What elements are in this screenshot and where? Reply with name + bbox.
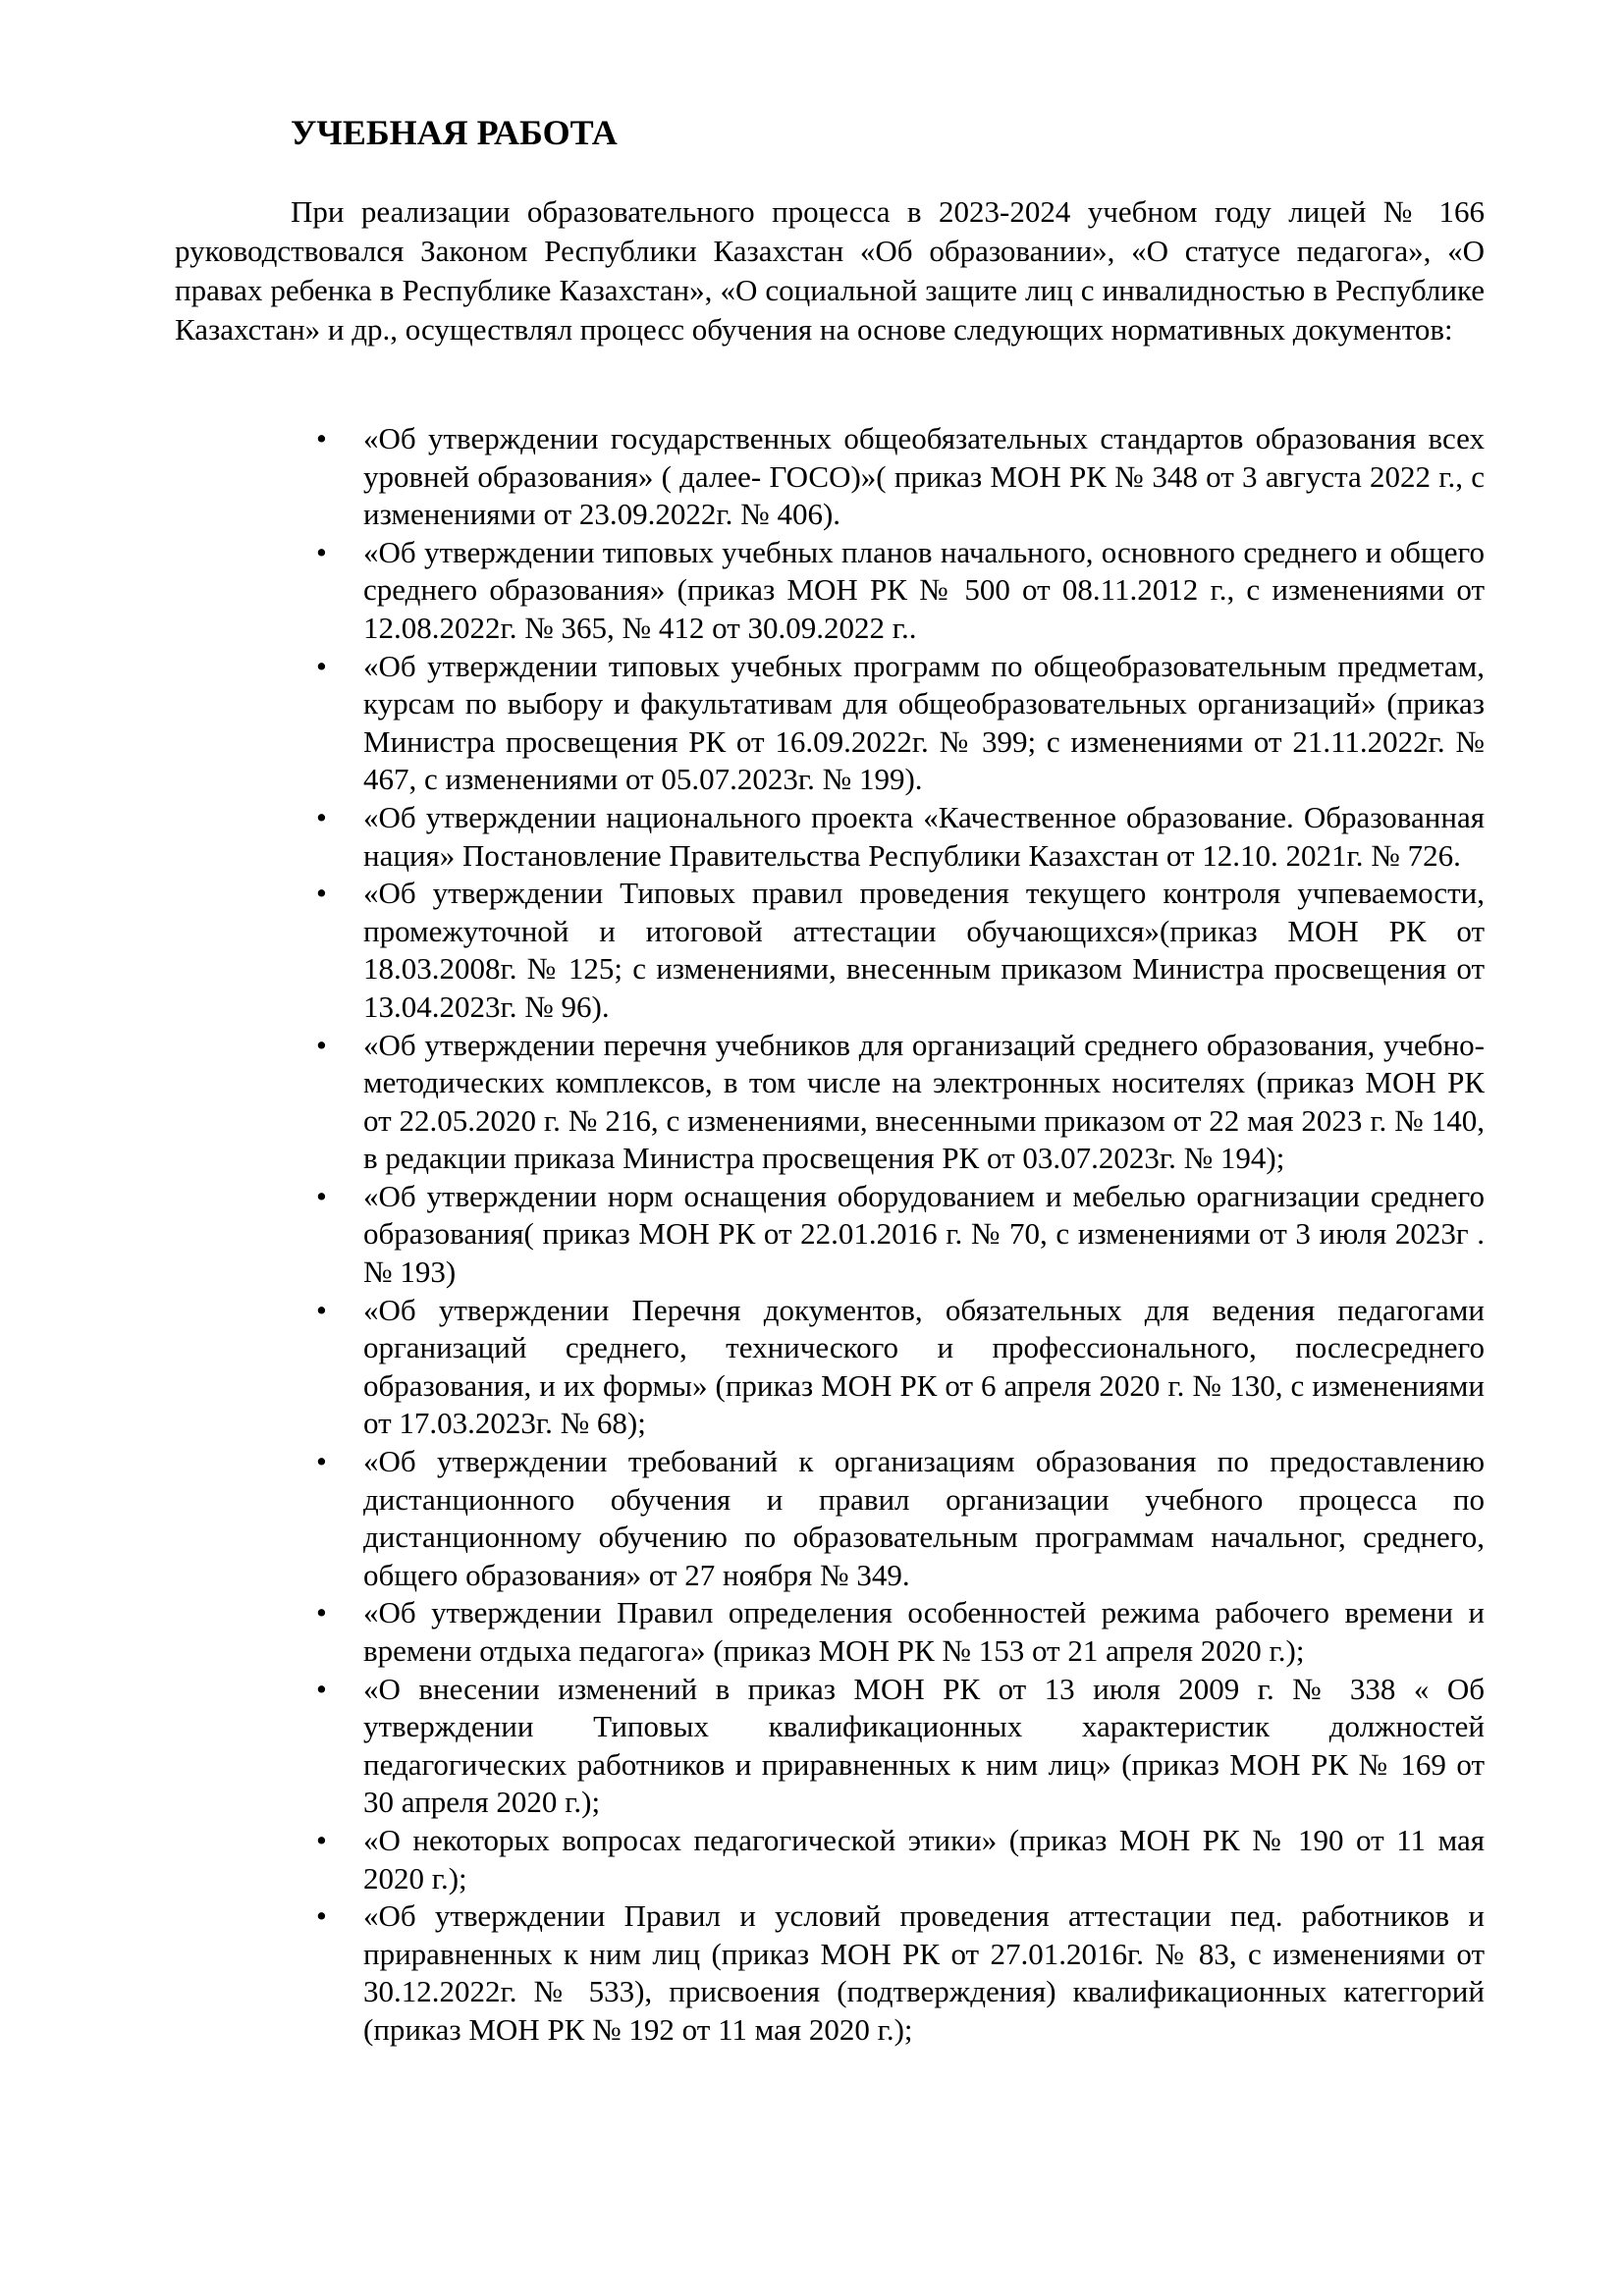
list-item xyxy=(314,1292,1485,1443)
list-item xyxy=(314,534,1485,648)
bullet-icon: • xyxy=(316,799,327,834)
list-item-text: «Об утверждении перечня учебников для организаций среднего образования, учебно-методических комплексов, в том числе на электронных носителях (приказ МОН РК от 22.05.2020 г. № 216, с изменениями, внесенными приказом от 22 мая 2023 г. № 140, в редакции приказа Министра просвещения РК от 03.07.2023г. № 194); xyxy=(363,1027,1485,1176)
bullet-icon: • xyxy=(316,1444,327,1479)
list-item-text: «Об утверждении требований к организациям образования по предоставлению дистанционного обучения и правил организации учебного процесса по дистанционному обучению по образовательным программам начальног, среднего, общего образования» от 27 ноября № 349. xyxy=(363,1444,1485,1592)
list-item xyxy=(314,875,1485,1026)
bullet-icon: • xyxy=(316,421,327,455)
list-item-text: «Об утверждении типовых учебных планов начального, основного среднего и общего среднего образования» (приказ МОН РК № 500 от 08.11.2012 г., с изменениями от 12.08.2022г. № 365, № 412 от 30.09.2022 г.. xyxy=(363,534,1485,645)
list-item-text: «Об утверждении норм оснащения оборудованием и мебелью орагнизации среднего образования( приказ МОН РК от 22.01.2016 г. № 70, с изменениями от 3 июля 2023г . № 193) xyxy=(363,1178,1485,1290)
list-item xyxy=(314,420,1485,534)
list-item-text: «Об утверждении типовых учебных программ по общеобразовательным предметам, курсам по выбору и факультативам для общеобразовательных организаций» (приказ Министра просвещения РК от 16.09.2022г. № 399; с изменениями от 21.11.2022г. № 467, с изменениями от 05.07.2023г. № 199). xyxy=(363,648,1485,797)
list-item xyxy=(314,799,1485,875)
list-item xyxy=(314,1897,1485,2049)
list-item-text: «Об утверждении Правил определения особенностей режима рабочего времени и времени отдыха педагога» (приказ МОН РК № 153 от 21 апреля 2020 г.); xyxy=(363,1595,1485,1668)
bullet-icon: • xyxy=(316,534,327,569)
bullet-icon: • xyxy=(316,1822,327,1857)
list-item-text: «Об утверждении государственных общеобязательных стандартов образования всех уровней образования» ( далее- ГОСО)»( приказ МОН РК № 348 от 3 августа 2022 г., с изменениями от 23.09.2022г. № 406). xyxy=(363,421,1485,532)
list-item xyxy=(314,648,1485,799)
list-item xyxy=(314,1594,1485,1670)
intro-paragraph: При реализации образовательного процесса в 2023-2024 учебном году лицей № 166 руководствовался Законом Республики Казахстан «Об образовании», «О статусе педагога», «О правах ребенка в Республике Казахстан», «О социальной защите лиц с инвалидностью в Республике Казахстан» и др., осуществлял процесс обучения на основе следующих нормативных документов: xyxy=(175,194,1485,347)
list-item xyxy=(314,1027,1485,1178)
bullet-icon: • xyxy=(316,1027,327,1062)
bullet-icon: • xyxy=(316,1898,327,1934)
bullet-icon: • xyxy=(316,1671,327,1706)
bullet-icon: • xyxy=(316,1595,327,1630)
list-item-text: «Об утверждении Правил и условий проведения аттестации пед. работников и приравненных к ним лиц (приказ МОН РК от 27.01.2016г. № 83, с изменениями от 30.12.2022г. № 533), присвоения (подтверждения) квалификационных категгорий (приказ МОН РК № 192 от 11 мая 2020 г.); xyxy=(363,1898,1485,2047)
list-item-text: «Об утверждении национального проекта «Качественное образование. Образованная нация» Постановление Правительства Республики Казахстан от 12.10. 2021г. № 726. xyxy=(363,799,1485,873)
page-title: УЧЕБНАЯ РАБОТА xyxy=(291,113,618,152)
bullet-icon: • xyxy=(316,1292,327,1327)
bullet-icon: • xyxy=(316,648,327,683)
list-item xyxy=(314,1178,1485,1292)
list-item-text: «О некоторых вопросах педагогической этики» (приказ МОН РК № 190 от 11 мая 2020 г.); xyxy=(363,1822,1485,1896)
list-item xyxy=(314,1443,1485,1594)
list-item-text: «О внесении изменений в приказ МОН РК от 13 июля 2009 г. № 338 « Об утверждении Типовых квалификационных характеристик должностей педагогических работников и приравненных к ним лиц» (приказ МОН РК № 169 от 30 апреля 2020 г.); xyxy=(363,1671,1485,1820)
bullet-icon: • xyxy=(316,1178,327,1213)
list-item xyxy=(314,1671,1485,1822)
normative-documents-list xyxy=(314,420,1485,2050)
bullet-icon: • xyxy=(316,876,327,911)
list-item-text: «Об утверждении Типовых правил проведения текущего контроля учпеваемости, промежуточной и итоговой аттестации обучающихся»(приказ МОН РК от 18.03.2008г. № 125; с изменениями, внесенным приказом Министра просвещения от 13.04.2023г. № 96). xyxy=(363,876,1485,1024)
list-item-text: «Об утверждении Перечня документов, обязательных для ведения педагогами организаций среднего, технического и профессионального, послесреднего образования, и их формы» (приказ МОН РК от 6 апреля 2020 г. № 130, с изменениями от 17.03.2023г. № 68); xyxy=(363,1292,1485,1441)
list-item xyxy=(314,1822,1485,1897)
